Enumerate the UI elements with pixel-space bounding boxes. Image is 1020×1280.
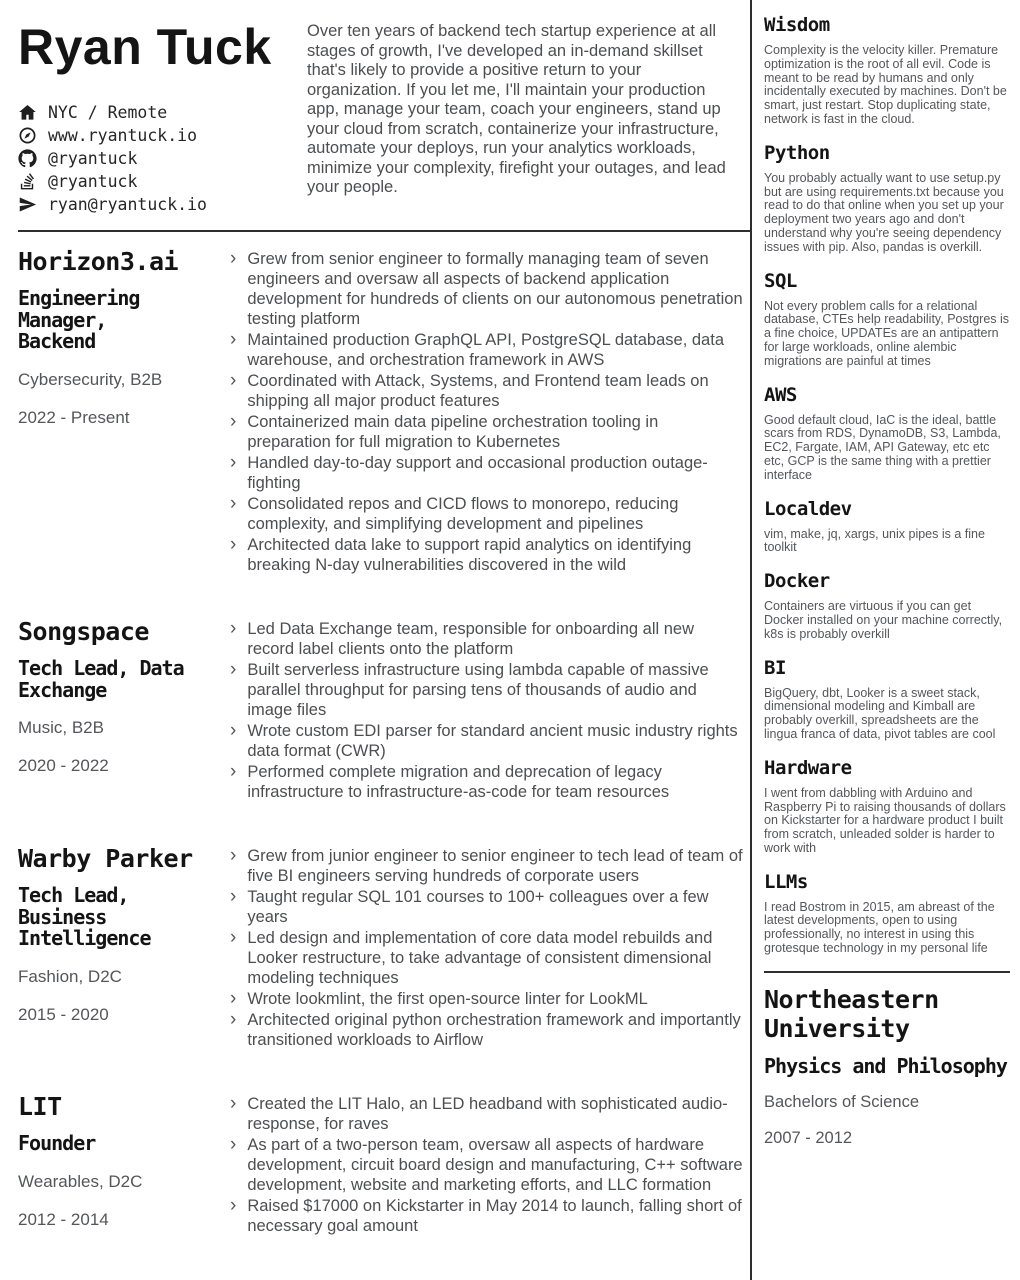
education-section bbox=[764, 971, 1010, 1148]
bullet-item bbox=[230, 249, 744, 329]
skill-body: vim, make, jq, xargs, unix pipes is a fine toolkit bbox=[764, 526, 985, 555]
bullet-item bbox=[230, 762, 744, 802]
role-title: Founder bbox=[18, 1131, 96, 1155]
bullet-item bbox=[230, 330, 744, 370]
chevron-bullet-icon: › bbox=[230, 452, 237, 473]
bullet-text: Led design and implementation of core data model rebuilds and Looker restructure, to take advantage of consistent dimensional modeling techniques bbox=[247, 929, 713, 987]
bullet-item bbox=[230, 1094, 744, 1134]
bullet-list bbox=[230, 247, 744, 576]
skill-title: Localdev bbox=[764, 497, 852, 520]
chevron-bullet-icon: › bbox=[230, 248, 237, 269]
bullet-text: Architected data lake to support rapid analytics on identifying breaking N-day vulnerabilities discovered in the wild bbox=[247, 536, 692, 574]
skill-title: Python bbox=[764, 141, 830, 164]
send-icon bbox=[18, 195, 37, 214]
chevron-bullet-icon: › bbox=[230, 329, 237, 350]
skill-title: Hardware bbox=[764, 756, 852, 779]
company-name: Songspace bbox=[18, 617, 149, 646]
industry-label: Music, B2B bbox=[18, 718, 104, 737]
bullet-list bbox=[230, 844, 744, 1051]
bullet-text: Wrote custom EDI parser for standard ancient music industry rights data format (CWR) bbox=[247, 722, 738, 760]
skill-body: BigQuery, dbt, Looker is a sweet stack, dimensional modeling and Kimball are probably overkill, spreadsheets are the lingua franca of data, pivot tables are cool bbox=[764, 685, 996, 741]
sidebar bbox=[752, 0, 1020, 1280]
experience-horizon3ai bbox=[18, 247, 744, 576]
industry-label: Wearables, D2C bbox=[18, 1171, 143, 1191]
bullet-item bbox=[230, 619, 744, 659]
contact-text: @ryantuck bbox=[48, 171, 138, 191]
skill-body: Not every problem calls for a relational database, CTEs help readability, Postgres is a fine choice, UPDATEs are an antipattern for large workloads, online alembic migrations are painful at times bbox=[764, 298, 1010, 368]
date-range: 2012 - 2014 bbox=[18, 1209, 109, 1229]
experience-meta bbox=[18, 1092, 194, 1237]
skill-title: AWS bbox=[764, 383, 797, 406]
chevron-bullet-icon: › bbox=[230, 886, 237, 907]
chevron-bullet-icon: › bbox=[230, 618, 237, 639]
industry-label: Fashion, D2C bbox=[18, 966, 122, 986]
bullet-text: Created the LIT Halo, an LED headband with sophisticated audio-response, for raves bbox=[247, 1095, 728, 1133]
chevron-bullet-icon: › bbox=[230, 411, 237, 432]
skill-docker bbox=[764, 570, 1010, 641]
bullet-text: Maintained production GraphQL API, PostgreSQL database, data warehouse, and orchestration framework in AWS bbox=[247, 331, 724, 369]
bullet-text: Performed complete migration and deprecation of legacy infrastructure to infrastructure-as-code for team resources bbox=[247, 763, 670, 801]
bullet-item bbox=[230, 535, 744, 575]
experience-list bbox=[18, 232, 750, 1237]
experience-songspace bbox=[18, 617, 744, 803]
degree-title: Physics and Philosophy bbox=[764, 1053, 1007, 1078]
role-title: Tech Lead, Business Intelligence bbox=[18, 883, 151, 950]
chevron-bullet-icon: › bbox=[230, 534, 237, 555]
chevron-bullet-icon: › bbox=[230, 761, 237, 782]
skill-title: SQL bbox=[764, 269, 797, 292]
industry-label: Cybersecurity, B2B bbox=[18, 369, 163, 389]
skill-llms bbox=[764, 871, 1010, 956]
bullet-text: Coordinated with Attack, Systems, and Frontend team leads on shipping all major product features bbox=[247, 372, 709, 410]
experience-meta bbox=[18, 247, 194, 576]
bullet-item bbox=[230, 494, 744, 534]
skill-wisdom bbox=[764, 14, 1010, 127]
bullet-item bbox=[230, 928, 744, 988]
skill-title: BI bbox=[764, 656, 786, 679]
contact-stackoverflow[interactable] bbox=[18, 170, 305, 192]
bullet-item bbox=[230, 1196, 744, 1236]
skill-title: LLMs bbox=[764, 870, 808, 893]
bullet-item bbox=[230, 660, 744, 720]
skill-body: I read Bostrom in 2015, am abreast of the latest developments, open to using professionally, no interest in using this grotesque technology in my personal life bbox=[764, 899, 995, 956]
bullet-item bbox=[230, 1135, 744, 1195]
skill-sql bbox=[764, 270, 1010, 369]
bullet-text: Built serverless infrastructure using lambda capable of massive parallel throughput for parsing tens of thousands of audio and image files bbox=[247, 661, 709, 719]
experience-warby-parker bbox=[18, 844, 744, 1051]
skill-body: Good default cloud, IaC is the ideal, battle scars from RDS, DynamoDB, S3, Lambda, EC2, Fargate, IAM, API Gateway, etc etc etc, GCP is the same thing with a prettier interface bbox=[764, 412, 1001, 482]
experience-meta bbox=[18, 617, 194, 803]
chevron-bullet-icon: › bbox=[230, 659, 237, 680]
bullet-text: Consolidated repos and CICD flows to monorepo, reducing complexity, and simplifying development and pipelines bbox=[247, 495, 679, 533]
bullet-list bbox=[230, 1092, 744, 1237]
name-block bbox=[18, 16, 305, 216]
bullet-item bbox=[230, 371, 744, 411]
skill-title: Wisdom bbox=[764, 14, 830, 36]
chevron-bullet-icon: › bbox=[230, 1195, 237, 1216]
chevron-bullet-icon: › bbox=[230, 1009, 237, 1030]
school-name: Northeastern University bbox=[764, 984, 939, 1043]
company-name: Horizon3.ai bbox=[18, 247, 179, 276]
bullet-item bbox=[230, 989, 744, 1009]
role-title: Tech Lead, Data Exchange bbox=[18, 656, 184, 702]
bullet-text: Handled day-to-day support and occasional production outage-fighting bbox=[247, 454, 708, 492]
bullet-text: Taught regular SQL 101 courses to 100+ colleagues over a few years bbox=[247, 888, 709, 926]
bullet-text: Led Data Exchange team, responsible for onboarding all new record label clients onto the platform bbox=[247, 620, 695, 658]
experience-meta bbox=[18, 844, 194, 1051]
skill-aws bbox=[764, 384, 1010, 483]
contact-list bbox=[18, 101, 305, 215]
contact-text: www.ryantuck.io bbox=[48, 125, 198, 145]
chevron-bullet-icon: › bbox=[230, 1093, 237, 1114]
skill-body: You probably actually want to use setup.py but are using requirements.txt because you read to do that online when you set up your deployment two years ago and don't understand why you're seeing dependency issues with pip. Also, pandas is overkill. bbox=[764, 170, 1004, 254]
home-icon bbox=[18, 103, 37, 122]
chevron-bullet-icon: › bbox=[230, 720, 237, 741]
contact-website[interactable] bbox=[18, 124, 305, 146]
chevron-bullet-icon: › bbox=[230, 988, 237, 1009]
experience-lit bbox=[18, 1092, 744, 1237]
chevron-bullet-icon: › bbox=[230, 1134, 237, 1155]
bullet-item bbox=[230, 721, 744, 761]
chevron-bullet-icon: › bbox=[230, 370, 237, 391]
header bbox=[18, 0, 750, 232]
github-icon bbox=[18, 149, 37, 168]
date-range: 2020 - 2022 bbox=[18, 756, 109, 775]
skill-python bbox=[764, 142, 1010, 255]
skill-hardware bbox=[764, 757, 1010, 856]
company-name: LIT bbox=[18, 1092, 62, 1121]
education-dates: 2007 - 2012 bbox=[764, 1128, 853, 1147]
skill-localdev bbox=[764, 498, 1010, 556]
credential-label: Bachelors of Science bbox=[764, 1092, 920, 1111]
bullet-item bbox=[230, 412, 744, 452]
bullet-text: Grew from junior engineer to senior engineer to tech lead of team of five BI engineers serving hundreds of corporate users bbox=[247, 847, 743, 885]
bullet-text: Raised $17000 on Kickstarter in May 2014 to launch, falling short of necessary goal amount bbox=[247, 1197, 742, 1235]
contact-text: ryan@ryantuck.io bbox=[48, 194, 207, 214]
company-name: Warby Parker bbox=[18, 844, 193, 873]
contact-email[interactable] bbox=[18, 193, 305, 215]
bullet-text: As part of a two-person team, oversaw all aspects of hardware development, circuit board design and manufacturing, C++ software development, website and marketing efforts, and LLC formation bbox=[247, 1136, 743, 1194]
skill-bi bbox=[764, 657, 1010, 742]
skill-body: Containers are virtuous if you can get Docker installed on your machine correctly, k8s is probably overkill bbox=[764, 599, 1003, 641]
skill-title: Docker bbox=[764, 570, 830, 593]
role-title: Engineering Manager, Backend bbox=[18, 286, 140, 353]
bullet-text: Grew from senior engineer to formally managing team of seven engineers and oversaw all aspects of backend application development for hundreds of clients on our autonomous penetration testing platform bbox=[247, 250, 743, 328]
bullet-text: Wrote lookmlint, the first open-source linter for LookML bbox=[247, 990, 648, 1008]
bullet-text: Architected original python orchestration framework and importantly transitioned workloads to Airflow bbox=[247, 1011, 741, 1049]
bullet-text: Containerized main data pipeline orchestration tooling in preparation for full migration to Kubernetes bbox=[247, 413, 659, 451]
stackoverflow-icon bbox=[18, 172, 37, 191]
contact-text: NYC / Remote bbox=[48, 102, 168, 122]
contact-github[interactable] bbox=[18, 147, 305, 169]
date-range: 2022 - Present bbox=[18, 407, 130, 427]
chevron-bullet-icon: › bbox=[230, 845, 237, 866]
date-range: 2015 - 2020 bbox=[18, 1004, 109, 1024]
bullet-item bbox=[230, 887, 744, 927]
skill-body: I went from dabbling with Arduino and Raspberry Pi to raising thousands of dollars on Kickstarter for a hardware product I built from scratch, unleaded solder is harder to work with bbox=[764, 785, 1006, 855]
bullet-item bbox=[230, 453, 744, 493]
chevron-bullet-icon: › bbox=[230, 493, 237, 514]
skill-body: Complexity is the velocity killer. Premature optimization is the root of all evil. Code is meant to be read by humans and only incidentally executed by machines. Don't be smart, just restart. Stop duplicating state, network is fast in the cloud. bbox=[764, 43, 1007, 126]
person-name: Ryan Tuck bbox=[18, 19, 272, 75]
bullet-item bbox=[230, 1010, 744, 1050]
website-icon bbox=[18, 126, 37, 145]
chevron-bullet-icon: › bbox=[230, 927, 237, 948]
contact-location bbox=[18, 101, 305, 123]
bullet-item bbox=[230, 846, 744, 886]
contact-text: @ryantuck bbox=[48, 148, 138, 168]
summary-paragraph: Over ten years of backend tech startup experience at all stages of growth, I've developed an in-demand skillset that's likely to provide a positive return to your organization. If you let me, I'll maintain your production app, manage your team, coach your engineers, stand up your cloud from scratch, containerize your infrastructure, automate your deploys, run your analytics workloads, minimize your complexity, firefight your outages, and lead your people. bbox=[307, 22, 726, 196]
bullet-list bbox=[230, 617, 744, 803]
